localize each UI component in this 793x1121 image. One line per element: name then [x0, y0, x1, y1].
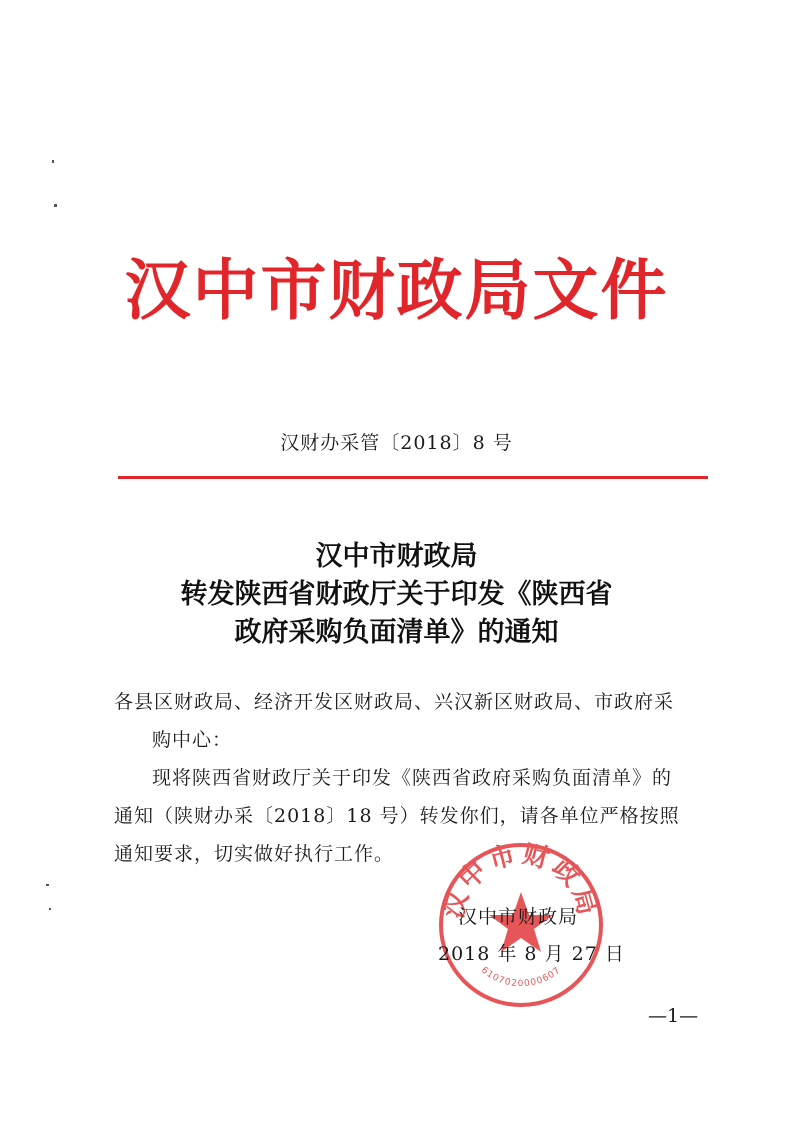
- page-number: —1—: [648, 1005, 699, 1027]
- signature-org: 汉中市财政局: [458, 906, 579, 928]
- document-header-title: 汉中市财政局文件: [124, 252, 669, 329]
- svg-text:6107020000607: [479, 965, 563, 989]
- body-paragraph-line: 通知要求，切实做好执行工作。: [114, 843, 395, 865]
- title-line: 汉中市财政局: [315, 541, 478, 572]
- signature-date: 2018 年 8 月 27 日: [438, 943, 625, 965]
- red-divider-line: [118, 476, 708, 479]
- scan-speck: [52, 160, 54, 163]
- body-paragraph-line: 现将陕西省财政厅关于印发《陕西省政府采购负面清单》的: [152, 767, 673, 789]
- seal-text: 汉中市财政局: [438, 840, 604, 922]
- notice-title: [0, 538, 793, 652]
- title-line: 政府采购负面清单》的通知: [234, 617, 559, 648]
- recipients-line: 购中心：: [152, 729, 233, 751]
- body-paragraph-line: 通知（陕财办采〔2018〕18 号）转发你们，请各单位严格按照: [114, 805, 680, 827]
- notice-body: [114, 683, 714, 873]
- document-number: 汉财办采管〔2018〕8 号: [280, 432, 513, 454]
- scan-speck: [46, 884, 49, 886]
- scan-speck: [49, 908, 51, 910]
- seal-code: 6107020000607: [478, 965, 564, 990]
- title-line: 转发陕西省财政厅关于印发《陕西省: [180, 579, 613, 610]
- recipients-line: 各县区财政局、经济开发区财政局、兴汉新区财政局、市政府采: [114, 691, 675, 713]
- scan-speck: [54, 204, 57, 207]
